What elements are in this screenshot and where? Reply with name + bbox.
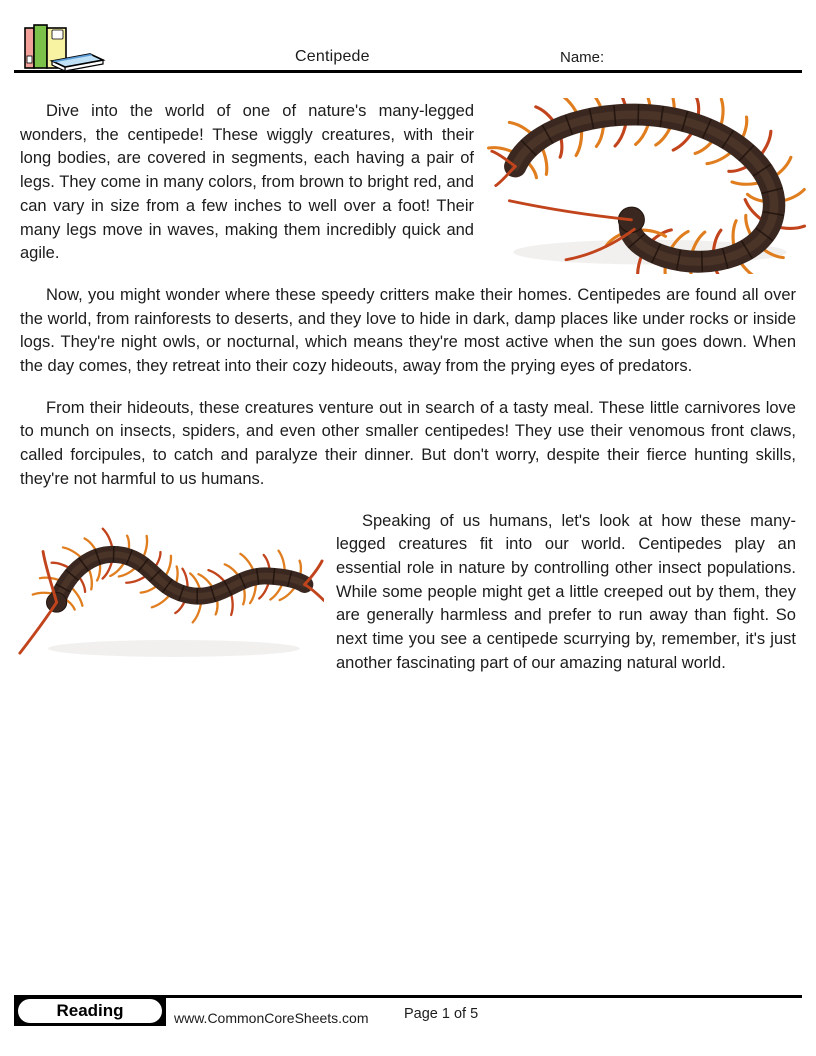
crawling-centipede-illustration	[14, 512, 324, 672]
book-green	[34, 25, 47, 68]
paragraph	[20, 100, 796, 266]
paragraph-text: Speaking of us humans, let's look at how these many-legged creatures fit into our world. Centipedes play an essential role in nature by controlling other insect populations. While some people might get a little creeped out by them, they are generally harmless and prefer to run away than fight. So next time you see a centipede scurrying by, remember, it's just another fascinating part of our amazing natural world.	[336, 511, 796, 672]
paragraph	[20, 284, 796, 379]
paragraph-text: Now, you might wonder where these speedy critters make their homes. Centipedes are found all over the world, from rainforests to deserts, and they love to hide in dark, damp places like under rocks or inside logs. They're night owls, or nocturnal, which means they're most active when the sun goes down. When the day comes, they retreat into their cozy hideouts, away from the prying eyes of predators.	[20, 285, 796, 376]
reading-passage	[0, 73, 816, 675]
paragraph-text: From their hideouts, these creatures venture out in search of a tasty meal. These little carnivores love to munch on insects, spiders, and even other smaller centipedes! They use their venomous front claws, called forcipules, to catch and paralyze their dinner. But don't worry, despite their fierce hunting skills, they're not harmful to us humans.	[20, 398, 796, 488]
website-url: www.CommonCoreSheets.com	[174, 1010, 369, 1026]
page-number: Page 1 of 5	[404, 1006, 479, 1022]
name-label: Name:	[560, 49, 605, 66]
paragraph	[20, 397, 796, 492]
paragraph-text: Dive into the world of one of nature's many-legged wonders, the centipede! These wiggly creatures, with their long bodies, are covered in segments, each having a pair of legs. They come in many colors, from brown to bright red, and can vary in size from a few inches to well over a foot! Their many legs move in waves, making them incredibly quick and agile.	[20, 102, 474, 263]
curled-centipede-image	[486, 98, 808, 274]
crawling-centipede-image	[14, 512, 324, 672]
footer	[0, 995, 816, 1040]
header	[14, 0, 802, 73]
book-yellow-label	[52, 30, 63, 39]
page-title: Centipede	[295, 48, 370, 65]
category-badge	[14, 996, 166, 1026]
books-logo-icon	[22, 20, 106, 72]
paragraph	[20, 510, 796, 676]
curled-centipede-illustration	[486, 98, 808, 274]
category-label: Reading	[56, 1001, 124, 1020]
book-pink-label	[27, 56, 32, 63]
category-pill	[18, 999, 162, 1023]
